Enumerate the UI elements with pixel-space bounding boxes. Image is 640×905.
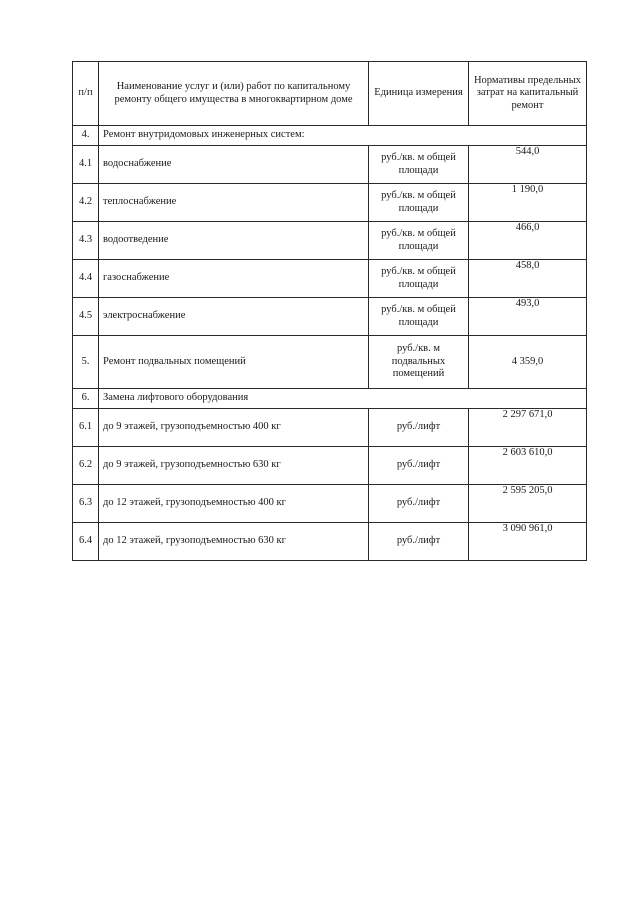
header-name: Наименование услуг и (или) работ по капитальному ремонту общего имущества в многоквартирном доме: [99, 62, 369, 126]
cost-norms-table: [72, 61, 587, 561]
row-unit: руб./кв. м общей площади: [369, 146, 469, 184]
row-name: теплоснабжение: [99, 184, 369, 222]
row-name: электроснабжение: [99, 298, 369, 336]
row-unit: руб./кв. м общей площади: [369, 184, 469, 222]
row-num: 6.1: [73, 409, 99, 447]
row-num: 4.3: [73, 222, 99, 260]
row-num: 6.3: [73, 485, 99, 523]
row-num: 6.4: [73, 523, 99, 561]
row-unit: руб./лифт: [369, 447, 469, 485]
row-unit: руб./лифт: [369, 409, 469, 447]
section-num: 6.: [73, 389, 99, 409]
row-value: 3 090 961,0: [469, 523, 587, 561]
row-num: 4.2: [73, 184, 99, 222]
table-row: [73, 447, 587, 485]
row-value: 1 190,0: [469, 184, 587, 222]
row-unit: руб./лифт: [369, 485, 469, 523]
row-value: 2 297 671,0: [469, 409, 587, 447]
header-value: Нормативы предельных затрат на капитальный ремонт: [469, 62, 587, 126]
table-row: [73, 146, 587, 184]
section-row-4: [73, 126, 587, 146]
row-value: 458,0: [469, 260, 587, 298]
section-row-6: [73, 389, 587, 409]
row-value: 4 359,0: [469, 336, 587, 389]
row-name: до 12 этажей, грузоподъемностью 400 кг: [99, 485, 369, 523]
row-name: до 12 этажей, грузоподъемностью 630 кг: [99, 523, 369, 561]
row-unit: руб./кв. м общей площади: [369, 222, 469, 260]
section-title: Замена лифтового оборудования: [99, 389, 587, 409]
section-row-5: [73, 336, 587, 389]
row-unit: руб./лифт: [369, 523, 469, 561]
header-num: п/п: [73, 62, 99, 126]
table-row: [73, 222, 587, 260]
row-num: 5.: [73, 336, 99, 389]
table-row: [73, 409, 587, 447]
row-name: водоснабжение: [99, 146, 369, 184]
row-name: газоснабжение: [99, 260, 369, 298]
table-row: [73, 523, 587, 561]
row-num: 4.4: [73, 260, 99, 298]
row-name: до 9 этажей, грузоподъемностью 400 кг: [99, 409, 369, 447]
row-name: до 9 этажей, грузоподъемностью 630 кг: [99, 447, 369, 485]
row-name: Ремонт подвальных помещений: [99, 336, 369, 389]
section-title: Ремонт внутридомовых инженерных систем:: [99, 126, 587, 146]
table-row: [73, 184, 587, 222]
row-unit: руб./кв. м общей площади: [369, 260, 469, 298]
table-row: [73, 485, 587, 523]
row-value: 493,0: [469, 298, 587, 336]
row-num: 6.2: [73, 447, 99, 485]
row-value: 544,0: [469, 146, 587, 184]
row-value: 466,0: [469, 222, 587, 260]
row-value: 2 603 610,0: [469, 447, 587, 485]
table-row: [73, 298, 587, 336]
header-unit: Единица измерения: [369, 62, 469, 126]
table-row: [73, 260, 587, 298]
row-num: 4.5: [73, 298, 99, 336]
row-num: 4.1: [73, 146, 99, 184]
section-num: 4.: [73, 126, 99, 146]
row-unit: руб./кв. м общей площади: [369, 298, 469, 336]
row-name: водоотведение: [99, 222, 369, 260]
table-header-row: [73, 62, 587, 126]
row-value: 2 595 205,0: [469, 485, 587, 523]
row-unit: руб./кв. м подвальных помещений: [369, 336, 469, 389]
